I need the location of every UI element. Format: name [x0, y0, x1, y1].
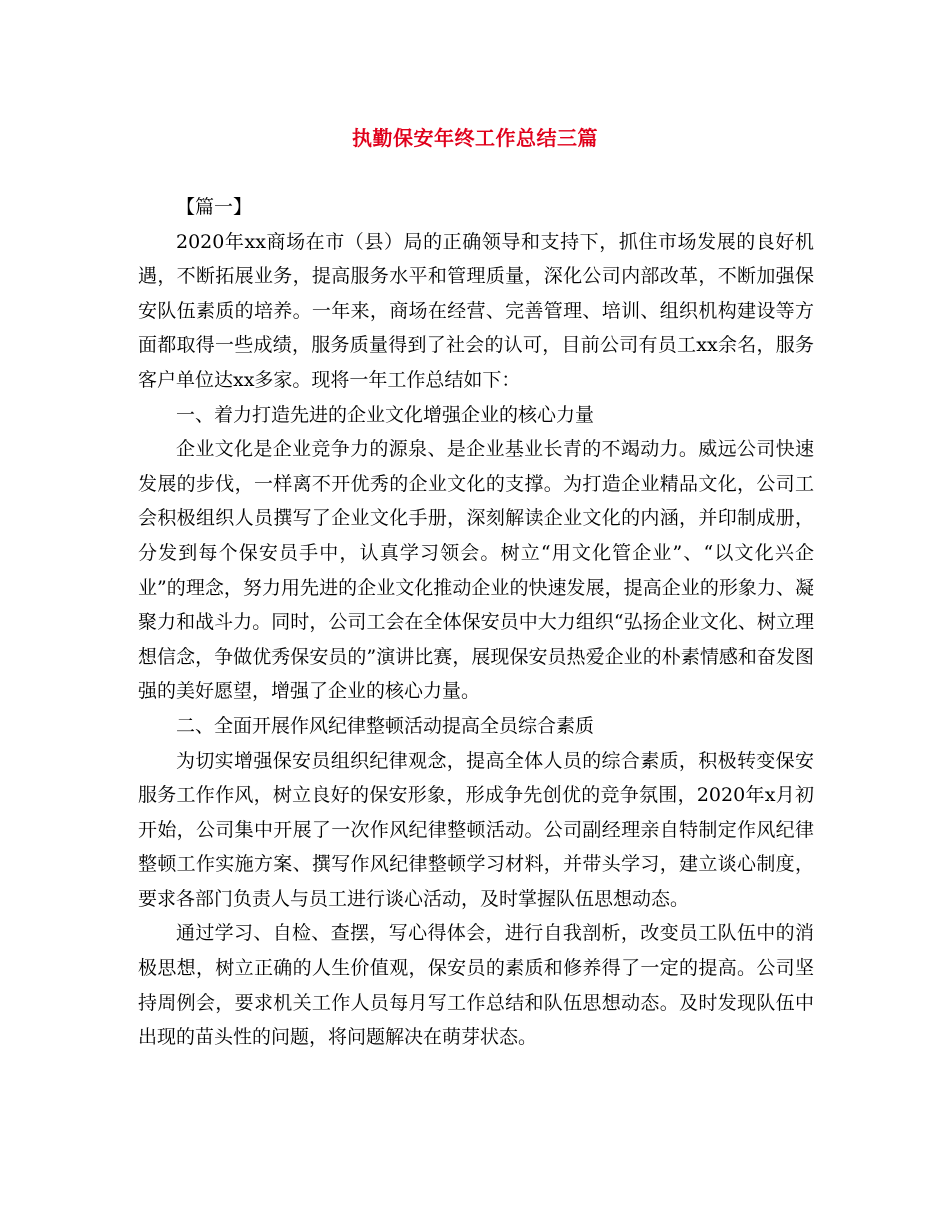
heading-section-1: 一、着力打造先进的企业文化增强企业的核心力量 — [176, 403, 595, 426]
paragraph-section-2: 为切实增强保安员组织纪律观念，提高全体人员的综合素质，积极转变保安服务工作作风，树立良好的保安形象，形成争先创优的竞争氛围，2020年x月初开始，公司集中开展了一次作风纪律整顿活动。公司副经理亲自特制定作风纪律整顿工作实施方案、撰写作风纪律整顿学习材料，并带头学习，建立谈心制度，要求各部门负责人与员工进行谈心活动，及时掌握队伍思想动态。 — [138, 749, 814, 910]
document-body — [138, 190, 814, 1055]
document-title: 执勤保安年终工作总结三篇 — [352, 126, 598, 150]
paragraph-section-2-followup: 通过学习、自检、查摆，写心得体会，进行自我剖析，改变员工队伍中的消极思想，树立正确的人生价值观，保安员的素质和修养得了一定的提高。公司坚持周例会，要求机关工作人员每月写工作总结和队伍思想动态。及时发现队伍中出现的苗头性的问题，将问题解决在萌芽状态。 — [138, 922, 814, 1049]
section-label: 【篇一】 — [176, 196, 253, 218]
paragraph-section-1: 企业文化是企业竞争力的源泉、是企业基业长青的不竭动力。威远公司快速发展的步伐，一样离不开优秀的企业文化的支撑。为打造企业精品文化，公司工会积极组织人员撰写了企业文化手册，深刻解读企业文化的内涵，并印制成册，分发到每个保安员手中，认真学习领会。树立“用文化管企业”、“以文化兴企业”的理念，努力用先进的企业文化推动企业的快速发展，提高企业的形象力、凝聚力和战斗力。同时，公司工会在全体保安员中大力组织“弘扬企业文化、树立理想信念，争做优秀保安员的”演讲比赛，展现保安员热爱企业的朴素情感和奋发图强的美好愿望，增强了企业的核心力量。 — [138, 438, 814, 703]
heading-section-2: 二、全面开展作风纪律整顿活动提高全员综合素质 — [176, 714, 595, 737]
paragraph-intro: 2020年xx商场在市（县）局的正确领导和支持下，抓住市场发展的良好机遇，不断拓展业务，提高服务水平和管理质量，深化公司内部改革，不断加强保安队伍素质的培养。一年来，商场在经营、完善管理、培训、组织机构建设等方面都取得一些成绩，服务质量得到了社会的认可，目前公司有员工xx余名，服务客户单位达xx多家。现将一年工作总结如下： — [138, 230, 814, 391]
